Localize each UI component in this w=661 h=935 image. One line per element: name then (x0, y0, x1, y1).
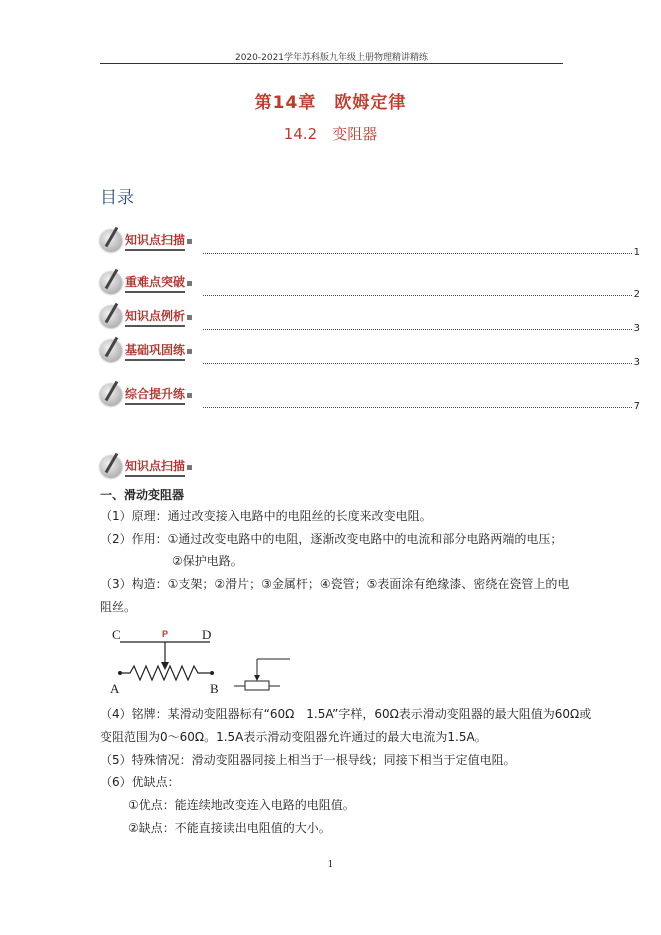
paragraph: （2）作用：①通过改变电路中的电阻，逐渐改变电路中的电流和部分电路两端的电压； (100, 532, 563, 546)
paragraph: ①优点：能连续地改变连入电路的电阻值。 (128, 798, 355, 812)
paragraph: 阻丝。 (100, 600, 137, 614)
toc-item-label: 知识点例析 (125, 307, 185, 327)
toc-page-number: 7 (633, 401, 640, 412)
paragraph: （5）特殊情况：滑动变阻器同接上相当于一根导线；同接下相当于定值电阻。 (100, 753, 516, 767)
paragraph: ②缺点：不能直接读出电阻值的大小。 (128, 821, 331, 835)
pen-icon (100, 230, 122, 252)
header-divider (100, 63, 563, 64)
pen-icon (100, 456, 122, 478)
toc-item[interactable] (100, 336, 640, 366)
toc-page-number: 3 (633, 357, 640, 368)
section-title: 14.2 变阻器 (283, 125, 378, 143)
pen-icon (100, 384, 122, 406)
toc-page-number: 3 (633, 323, 640, 334)
pen-icon (100, 340, 122, 362)
terminal-label-a: A (110, 681, 120, 696)
toc-item-label: 综合提升练 (125, 385, 185, 405)
paragraph: （4）铭牌：某滑动变阻器标有“60Ω 1.5A”字样，60Ω表示滑动变阻器的最大阻值为60Ω或 (100, 707, 592, 721)
toc-item[interactable] (100, 302, 640, 332)
chapter-title: 第14章 欧姆定律 (254, 93, 407, 113)
toc-item[interactable] (100, 226, 640, 256)
page-header: 2020-2021学年苏科版九年级上册物理精讲精练 (234, 53, 429, 63)
paragraph: （1）原理：通过改变接入电路中的电阻丝的长度来改变电阻。 (100, 509, 432, 523)
toc-page-number: 2 (633, 289, 640, 300)
toc-item-label: 重难点突破 (125, 273, 185, 293)
rheostat-diagram (100, 622, 300, 697)
body-heading: 一、滑动变阻器 (100, 488, 185, 502)
paragraph: （6）优缺点： (100, 775, 180, 789)
slider-label-p: P (162, 629, 169, 639)
terminal-label-d: D (202, 627, 212, 642)
paragraph: （3）构造：①支架；②滑片；③金属杆；④瓷管；⑤表面涂有绝缘漆、密绕在瓷管上的电 (100, 577, 570, 591)
toc-item-label: 基础巩固练 (125, 341, 185, 361)
section-badge: 知识点扫描 (100, 452, 192, 482)
terminal-label-b: B (210, 681, 219, 696)
page-number: 1 (327, 860, 334, 870)
toc-item[interactable] (100, 380, 640, 410)
toc-item-label: 知识点扫描 (125, 231, 185, 251)
toc-page-number: 1 (633, 247, 640, 258)
pen-icon (100, 272, 122, 294)
paragraph: ②保护电路。 (172, 554, 243, 568)
terminal-label-c: C (112, 627, 121, 642)
toc-title: 目录 (100, 188, 134, 208)
paragraph: 变阻范围为0～60Ω。1.5A表示滑动变阻器允许通过的最大电流为1.5A。 (100, 730, 487, 744)
toc-item[interactable] (100, 268, 640, 298)
pen-icon (100, 306, 122, 328)
